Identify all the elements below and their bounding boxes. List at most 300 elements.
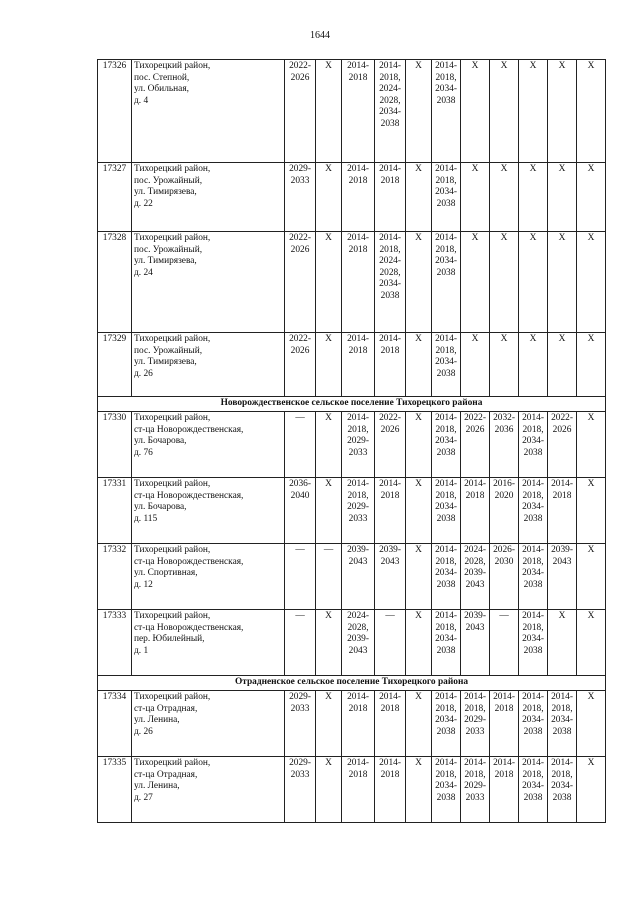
period-value: X: [529, 164, 537, 174]
period-cell-9: [519, 610, 548, 676]
address-line: ст-ца Новорождественская,: [134, 424, 244, 435]
period-value: 2034-: [435, 568, 457, 579]
period-value: 2014-: [347, 334, 369, 344]
address-line: ул. Ленина,: [134, 715, 180, 726]
period-value: 2034-: [435, 634, 457, 645]
period-value: 2026: [465, 424, 485, 435]
period-cell-4: [375, 333, 406, 397]
period-value: 2040: [290, 490, 310, 501]
period-cell-7: [461, 412, 490, 478]
period-value: —: [295, 611, 305, 621]
period-value: 2038: [523, 792, 543, 803]
period-cell-5: [406, 544, 432, 610]
record-number: 17327: [98, 163, 132, 232]
period-cell-9: [519, 163, 548, 232]
period-value: 2038: [436, 198, 456, 209]
period-value: X: [325, 334, 332, 344]
address-line: ст-ца Новорождественская,: [134, 490, 244, 501]
period-value: X: [587, 611, 595, 621]
period-value: 2029-: [464, 715, 486, 726]
period-value: 2016-: [493, 479, 515, 489]
period-value: 2014-: [522, 545, 544, 555]
period-value: 2022-: [379, 413, 401, 423]
period-value: 2018: [348, 175, 368, 186]
period-cell-10: [548, 232, 577, 333]
period-value: 2043: [552, 556, 572, 567]
period-cell-4: [375, 757, 406, 823]
table-row: [98, 610, 606, 676]
section-row: [98, 397, 606, 412]
period-value: 2033: [290, 703, 310, 714]
period-value: 2034-: [379, 279, 401, 290]
address-line: ст-ца Новорождественская,: [134, 556, 244, 567]
period-value: 2018: [552, 490, 572, 501]
period-value: X: [558, 164, 566, 174]
table-row: [98, 412, 606, 478]
period-cell-2: [316, 691, 342, 757]
period-cell-2: [316, 478, 342, 544]
period-cell-2: [316, 544, 342, 610]
period-value: 2018,: [435, 424, 457, 435]
period-cell-1: [285, 610, 316, 676]
address-line: ул. Обильная,: [134, 84, 189, 95]
period-value: —: [323, 545, 334, 555]
period-value: 2022-: [551, 413, 573, 423]
period-value: X: [325, 164, 332, 174]
period-value: X: [325, 413, 332, 423]
period-cell-8: [490, 232, 519, 333]
record-address: [132, 610, 285, 676]
period-value: 2034-: [435, 502, 457, 513]
period-value: —: [385, 611, 395, 621]
period-value: 2026: [552, 424, 572, 435]
period-cell-2: [316, 333, 342, 397]
period-value: 2014-: [347, 233, 369, 243]
period-value: 2014-: [347, 61, 369, 71]
period-cell-8: [490, 333, 519, 397]
period-value: 2014-: [347, 413, 369, 423]
period-cell-8: [490, 757, 519, 823]
period-value: 2014-: [435, 479, 457, 489]
period-value: 2014-: [435, 164, 457, 174]
address-line: ул. Тимирязева,: [134, 187, 197, 198]
period-value: 2018,: [522, 769, 544, 780]
period-value: 2022-: [289, 233, 311, 243]
period-cell-9: [519, 232, 548, 333]
period-cell-9: [519, 333, 548, 397]
period-value: 2038: [523, 726, 543, 737]
period-cell-2: [316, 757, 342, 823]
period-value: X: [500, 164, 508, 174]
period-cell-10: [548, 333, 577, 397]
period-value: 2033: [465, 792, 485, 803]
period-cell-6: [432, 412, 461, 478]
period-value: 2018,: [551, 769, 573, 780]
period-value: 2029-: [464, 781, 486, 792]
period-cell-6: [432, 544, 461, 610]
period-value: 2018,: [522, 703, 544, 714]
period-value: 2018,: [347, 490, 369, 501]
period-cell-7: [461, 691, 490, 757]
period-value: 2018,: [435, 556, 457, 567]
period-value: 2018,: [522, 622, 544, 633]
period-value: 2014-: [493, 758, 515, 768]
address-line: Тихорецкий район,: [134, 611, 211, 621]
period-value: 2038: [436, 579, 456, 590]
period-cell-11: [577, 757, 606, 823]
period-cell-10: [548, 412, 577, 478]
period-cell-11: [577, 60, 606, 163]
record-number: 17328: [98, 232, 132, 333]
period-value: 2029-: [347, 436, 369, 447]
period-value: X: [325, 479, 332, 489]
period-value: 2014-: [464, 692, 486, 702]
period-value: X: [471, 334, 479, 344]
period-value: 2033: [465, 726, 485, 737]
period-value: 2018: [380, 703, 400, 714]
period-cell-8: [490, 691, 519, 757]
period-value: 2014-: [379, 692, 401, 702]
period-cell-10: [548, 757, 577, 823]
period-value: 2018: [348, 72, 368, 83]
period-cell-7: [461, 163, 490, 232]
period-cell-4: [375, 163, 406, 232]
period-value: 2038: [552, 726, 572, 737]
period-value: 2038: [523, 645, 543, 656]
period-value: 2026-: [493, 545, 515, 555]
period-value: X: [587, 61, 595, 71]
period-value: X: [500, 233, 508, 243]
period-value: X: [415, 233, 422, 243]
address-line: Тихорецкий район,: [134, 61, 211, 71]
period-value: 2030: [494, 556, 514, 567]
period-value: X: [415, 334, 422, 344]
period-cell-1: [285, 412, 316, 478]
period-value: X: [415, 413, 422, 423]
period-value: 2018,: [435, 622, 457, 633]
period-cell-2: [316, 610, 342, 676]
period-value: 2014-: [551, 479, 573, 489]
period-cell-9: [519, 691, 548, 757]
period-cell-1: [285, 757, 316, 823]
period-cell-7: [461, 232, 490, 333]
period-value: X: [500, 61, 508, 71]
address-line: ул. Тимирязева,: [134, 357, 197, 368]
period-value: 2018: [380, 175, 400, 186]
period-value: 2036: [494, 424, 514, 435]
period-cell-4: [375, 60, 406, 163]
period-cell-6: [432, 232, 461, 333]
period-cell-1: [285, 60, 316, 163]
table-row: [98, 163, 606, 232]
period-value: 2039-: [551, 545, 573, 555]
address-line: ст-ца Отрадная,: [134, 703, 198, 714]
period-cell-3: [342, 691, 375, 757]
period-cell-1: [285, 691, 316, 757]
period-value: 2020: [494, 490, 514, 501]
period-value: 2018,: [435, 345, 457, 356]
record-address: [132, 333, 285, 397]
period-value: X: [325, 758, 332, 768]
period-value: X: [558, 611, 566, 621]
period-value: 2034-: [522, 715, 544, 726]
section-row: [98, 676, 606, 691]
period-value: 2034-: [379, 107, 401, 118]
period-value: —: [499, 611, 509, 621]
period-value: 2026: [290, 72, 310, 83]
period-value: 2039-: [464, 611, 486, 621]
period-value: 2018,: [379, 244, 401, 255]
period-value: X: [529, 233, 537, 243]
period-value: 2024-: [379, 84, 401, 95]
period-value: X: [471, 61, 479, 71]
period-value: 2014-: [379, 164, 401, 174]
period-cell-10: [548, 544, 577, 610]
period-cell-11: [577, 333, 606, 397]
period-cell-2: [316, 232, 342, 333]
address-line: ул. Тимирязева,: [134, 256, 197, 267]
period-cell-11: [577, 232, 606, 333]
table-row: [98, 232, 606, 333]
period-value: 2018,: [522, 556, 544, 567]
page-number: 1644: [310, 30, 330, 41]
period-value: 2034-: [522, 781, 544, 792]
period-value: 2038: [436, 792, 456, 803]
period-value: 2018: [380, 345, 400, 356]
period-cell-11: [577, 412, 606, 478]
period-value: 2043: [380, 556, 400, 567]
period-cell-2: [316, 412, 342, 478]
period-cell-9: [519, 478, 548, 544]
period-cell-1: [285, 478, 316, 544]
record-number: 17332: [98, 544, 132, 610]
period-value: X: [325, 233, 332, 243]
record-address: [132, 544, 285, 610]
period-value: 2014-: [435, 61, 457, 71]
period-value: 2014-: [551, 692, 573, 702]
period-cell-9: [519, 757, 548, 823]
period-value: 2014-: [435, 413, 457, 423]
period-value: 2038: [436, 645, 456, 656]
period-value: 2014-: [435, 545, 457, 555]
record-address: [132, 60, 285, 163]
record-address: [132, 412, 285, 478]
address-line: д. 115: [134, 513, 158, 524]
period-cell-7: [461, 610, 490, 676]
period-value: 2018: [380, 490, 400, 501]
period-value: 2018: [380, 769, 400, 780]
address-line: Тихорецкий район,: [134, 758, 211, 768]
table-row: [98, 691, 606, 757]
period-value: 2024-: [464, 545, 486, 555]
period-cell-7: [461, 478, 490, 544]
period-cell-5: [406, 163, 432, 232]
period-cell-7: [461, 333, 490, 397]
record-number: 17329: [98, 333, 132, 397]
period-value: 2018: [348, 244, 368, 255]
period-value: X: [325, 61, 332, 71]
period-cell-1: [285, 163, 316, 232]
period-cell-6: [432, 333, 461, 397]
period-value: X: [500, 334, 508, 344]
record-number: 17333: [98, 610, 132, 676]
period-value: X: [587, 164, 595, 174]
period-value: 2018: [348, 769, 368, 780]
period-value: 2028,: [464, 556, 486, 567]
period-value: 2038: [436, 95, 456, 106]
period-value: X: [587, 692, 595, 702]
period-cell-8: [490, 163, 519, 232]
period-cell-6: [432, 60, 461, 163]
address-line: пос. Урожайный,: [134, 345, 203, 356]
period-value: X: [587, 758, 595, 768]
period-cell-3: [342, 757, 375, 823]
register-table: [97, 59, 606, 823]
period-value: 2032-: [493, 413, 515, 423]
period-value: X: [415, 611, 422, 621]
period-value: 2039-: [464, 568, 486, 579]
period-value: X: [415, 164, 422, 174]
period-cell-5: [406, 478, 432, 544]
period-value: 2034-: [522, 634, 544, 645]
period-value: 2018: [494, 703, 514, 714]
period-value: 2034-: [551, 781, 573, 792]
period-cell-6: [432, 691, 461, 757]
period-value: 2018,: [464, 769, 486, 780]
address-line: Тихорецкий район,: [134, 692, 211, 702]
period-value: 2043: [465, 579, 485, 590]
period-cell-10: [548, 163, 577, 232]
period-value: 2014-: [522, 611, 544, 621]
period-value: 2026: [290, 244, 310, 255]
address-line: ул. Бочарова,: [134, 436, 187, 447]
period-value: 2022-: [464, 413, 486, 423]
period-cell-4: [375, 544, 406, 610]
section-title: Новорождественское сельское поселение Тихорецкого района: [98, 397, 606, 412]
period-value: 2033: [348, 513, 368, 524]
period-value: 2014-: [551, 758, 573, 768]
period-value: 2039-: [379, 545, 401, 555]
period-value: 2014-: [435, 758, 457, 768]
period-cell-3: [342, 412, 375, 478]
period-cell-1: [285, 232, 316, 333]
address-line: д. 24: [134, 267, 153, 278]
period-cell-2: [316, 60, 342, 163]
period-value: 2033: [290, 175, 310, 186]
period-value: 2029-: [289, 692, 311, 702]
period-cell-6: [432, 163, 461, 232]
table-row: [98, 478, 606, 544]
period-value: 2018,: [435, 769, 457, 780]
period-value: 2014-: [347, 758, 369, 768]
period-value: 2014-: [522, 758, 544, 768]
period-cell-11: [577, 163, 606, 232]
period-value: 2038: [436, 368, 456, 379]
period-value: X: [471, 233, 479, 243]
period-cell-9: [519, 412, 548, 478]
period-value: 2038: [436, 726, 456, 737]
period-value: 2033: [348, 447, 368, 458]
period-cell-11: [577, 691, 606, 757]
period-cell-3: [342, 163, 375, 232]
period-cell-10: [548, 691, 577, 757]
period-value: 2026: [290, 345, 310, 356]
period-value: 2014-: [435, 334, 457, 344]
period-cell-8: [490, 60, 519, 163]
period-value: 2014-: [435, 233, 457, 243]
record-address: [132, 163, 285, 232]
period-value: 2038: [380, 118, 400, 129]
record-address: [132, 232, 285, 333]
address-line: д. 12: [134, 579, 153, 590]
period-value: 2034-: [435, 781, 457, 792]
period-value: 2014-: [522, 479, 544, 489]
period-value: 2018,: [435, 703, 457, 714]
period-value: 2018,: [435, 72, 457, 83]
period-cell-5: [406, 412, 432, 478]
period-value: 2029-: [347, 502, 369, 513]
period-cell-9: [519, 544, 548, 610]
address-line: д. 4: [134, 95, 149, 106]
period-cell-3: [342, 544, 375, 610]
period-cell-7: [461, 544, 490, 610]
period-value: 2038: [436, 267, 456, 278]
address-line: пос. Урожайный,: [134, 175, 203, 186]
period-value: 2034-: [522, 436, 544, 447]
period-value: 2014-: [347, 479, 369, 489]
period-value: 2036-: [289, 479, 311, 489]
period-value: 2014-: [347, 692, 369, 702]
period-cell-11: [577, 610, 606, 676]
period-value: 2028,: [379, 95, 401, 106]
period-value: 2043: [465, 622, 485, 633]
period-value: 2018: [348, 345, 368, 356]
period-value: 2034-: [435, 436, 457, 447]
period-value: X: [415, 479, 422, 489]
period-value: 2026: [380, 424, 400, 435]
address-line: д. 22: [134, 198, 153, 209]
address-line: д. 27: [134, 792, 153, 803]
period-value: 2018,: [435, 175, 457, 186]
address-line: д. 26: [134, 726, 153, 737]
address-line: пос. Урожайный,: [134, 244, 203, 255]
address-line: пос. Степной,: [134, 72, 190, 83]
period-cell-5: [406, 60, 432, 163]
address-line: ул. Спортивная,: [134, 568, 198, 579]
period-cell-3: [342, 60, 375, 163]
period-value: 2022-: [289, 334, 311, 344]
period-cell-1: [285, 544, 316, 610]
period-value: X: [529, 61, 537, 71]
period-cell-4: [375, 478, 406, 544]
period-cell-6: [432, 757, 461, 823]
period-value: X: [529, 334, 537, 344]
period-value: 2034-: [435, 187, 457, 198]
period-cell-7: [461, 757, 490, 823]
period-cell-5: [406, 333, 432, 397]
address-line: д. 26: [134, 368, 153, 379]
period-value: 2014-: [464, 479, 486, 489]
table-row: [98, 60, 606, 163]
record-address: [132, 478, 285, 544]
period-value: 2028,: [347, 622, 369, 633]
address-line: ст-ца Новорождественская,: [134, 622, 244, 633]
period-value: 2022-: [289, 61, 311, 71]
period-value: 2018,: [522, 424, 544, 435]
period-value: X: [587, 233, 595, 243]
period-value: X: [558, 334, 566, 344]
period-value: 2038: [523, 513, 543, 524]
